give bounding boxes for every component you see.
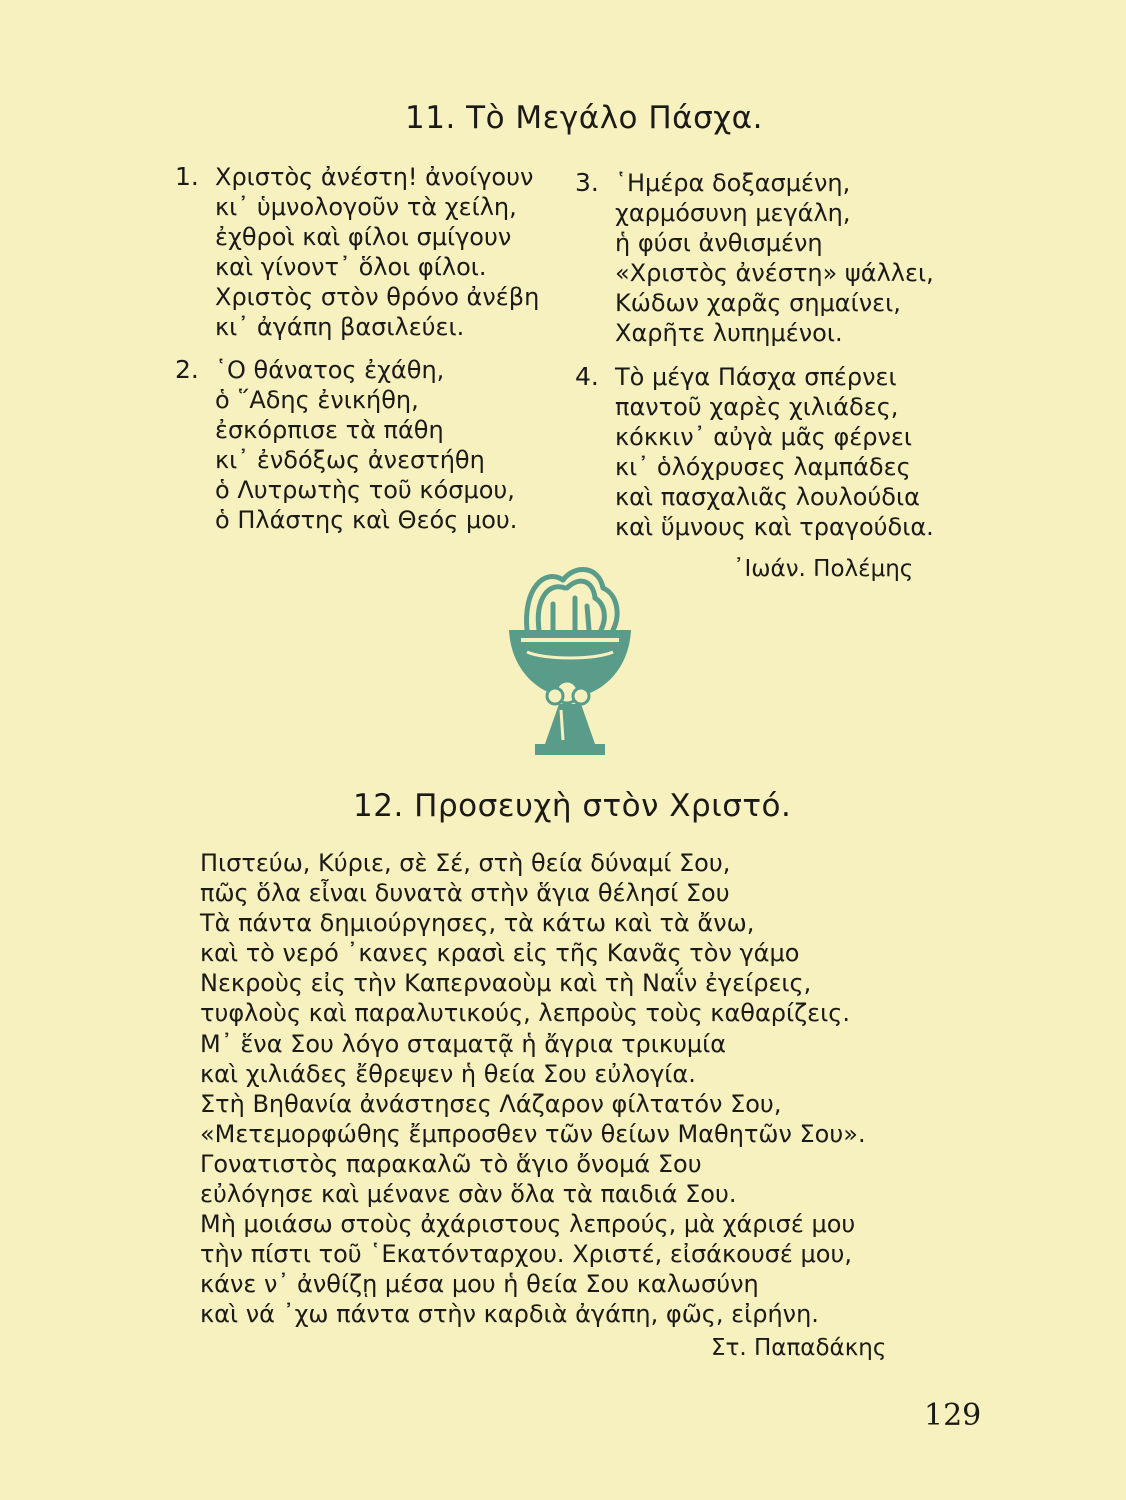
page-number: 129 (924, 1398, 982, 1433)
verse-line: ἐσκόρπισε τὰ πάθη (215, 416, 444, 444)
verse-line: κάνε ν᾽ ἀνθίζῃ μέσα μου ἡ θεία Σου καλωσύνη (200, 1270, 759, 1299)
verse-line: Μὴ μοιάσω στοὺς ἀχάριστους λεπρούς, μὰ χάρισέ μου (200, 1210, 856, 1239)
verse-line: ὁ Πλάστης καὶ Θεός μου. (215, 506, 518, 534)
verse-line: κι᾽ ὑμνολογοῦν τὰ χείλη, (215, 193, 517, 221)
stanza-number: 3. (575, 168, 599, 197)
stanza-number: 4. (575, 362, 599, 391)
verse-line: Χριστὸς στὸν θρόνο ἀνέβη (215, 283, 540, 311)
verse-line: ῾Ημέρα δοξασμένη, (615, 169, 851, 197)
verse-line: «Μετεμορφώθης ἔμπροσθεν τῶν θείων Μαθητῶν Σου». (200, 1119, 866, 1148)
verse-line: χαρμόσυνη μεγάλη, (615, 199, 851, 227)
verse-line: Μ᾽ ἕνα Σου λόγο σταματᾷ ἡ ἄγρια τρικυμία (200, 1029, 727, 1058)
stanza-number: 1. (175, 162, 199, 191)
verse-line: ὁ Λυτρωτὴς τοῦ κόσμου, (215, 476, 515, 504)
verse-line: Χριστὸς ἀνέστη! ἀνοίγουν (215, 163, 534, 191)
poem-2-author: Στ. Παπαδάκης (711, 1335, 887, 1361)
verse-line: Τὸ μέγα Πάσχα σπέρνει (615, 363, 897, 391)
verse-line: κόκκιν᾽ αὐγὰ μᾶς φέρνει (615, 423, 912, 451)
verse-line: κι᾽ ὁλόχρυσες λαμπάδες (615, 453, 911, 481)
chalice-fountain-icon (505, 558, 635, 758)
verse-line: ῾Ο θάνατος ἐχάθη, (215, 356, 445, 384)
verse-line: καὶ ὕμνους καὶ τραγούδια. (615, 513, 934, 541)
verse-line: Χαρῆτε λυπημένοι. (615, 319, 843, 347)
prayer-poem (200, 848, 866, 1330)
verse-line: Στὴ Βηθανία ἀνάστησες Λάζαρον φίλτατόν Σου, (200, 1089, 782, 1118)
poem-2-title: 12. Προσευχὴ στὸν Χριστό. (353, 788, 792, 824)
verse-line: Πιστεύω, Κύριε, σὲ Σέ, στὴ θεία δύναμί Σου, (200, 849, 731, 877)
verse-line: ἡ φύσι ἀνθισμένη (615, 229, 823, 257)
verse-line: Κώδων χαρᾶς σημαίνει, (615, 289, 901, 317)
verse-line: τυφλοὺς καὶ παραλυτικούς, λεπροὺς τοὺς καθαρίζεις. (200, 999, 850, 1028)
verse-line: Νεκροὺς εἰς τὴν Καπερναοὺμ καὶ τὴ Ναΐν ἐγείρεις, (200, 969, 812, 998)
verse-line: καὶ νά ᾽χω πάντα στὴν καρδιὰ ἀγάπη, φῶς, εἰρήνη. (200, 1300, 819, 1329)
verse-line: Γονατιστὸς παρακαλῶ τὸ ἅγιο ὄνομά Σου (200, 1149, 702, 1178)
stanza-number: 2. (175, 355, 199, 384)
verse-line: τὴν πίστι τοῦ ῾Εκατόνταρχου. Χριστέ, εἰσάκουσέ μου, (200, 1240, 852, 1269)
verse-line: ἐχθροὶ καὶ φίλοι σμίγουν (215, 223, 512, 251)
verse-line: ὁ ῞Αδης ἐνικήθη, (215, 386, 419, 414)
poem-1-title: 11. Τὸ Μεγάλο Πάσχα. (405, 100, 763, 136)
poem-1-author: ᾽Ιωάν. Πολέμης (733, 556, 914, 582)
verse-line: πῶς ὅλα εἶναι δυνατὰ στὴν ἅγια θέλησί Σου (200, 879, 730, 908)
verse-line: καὶ τὸ νερό ᾽κανες κρασὶ εἰς τῆς Κανᾶς τὸν γάμο (200, 939, 800, 968)
verse-line: παντοῦ χαρὲς χιλιάδες, (615, 393, 899, 421)
verse-line: καὶ πασχαλιᾶς λουλούδια (615, 483, 920, 511)
verse-line: κι᾽ ἐνδόξως ἀνεστήθη (215, 446, 485, 474)
verse-line: καὶ γίνοντ᾽ ὅλοι φίλοι. (215, 253, 487, 281)
verse-line: «Χριστὸς ἀνέστη» ψάλλει, (615, 259, 934, 287)
verse-line: Τὰ πάντα δημιούργησες, τὰ κάτω καὶ τὰ ἄνω, (200, 909, 755, 938)
verse-line: καὶ χιλιάδες ἔθρεψεν ἡ θεία Σου εὐλογία. (200, 1059, 696, 1088)
verse-line: εὐλόγησε καὶ μένανε σὰν ὅλα τὰ παιδιά Σου. (200, 1180, 737, 1209)
verse-line: κι᾽ ἀγάπη βασιλεύει. (215, 313, 465, 341)
